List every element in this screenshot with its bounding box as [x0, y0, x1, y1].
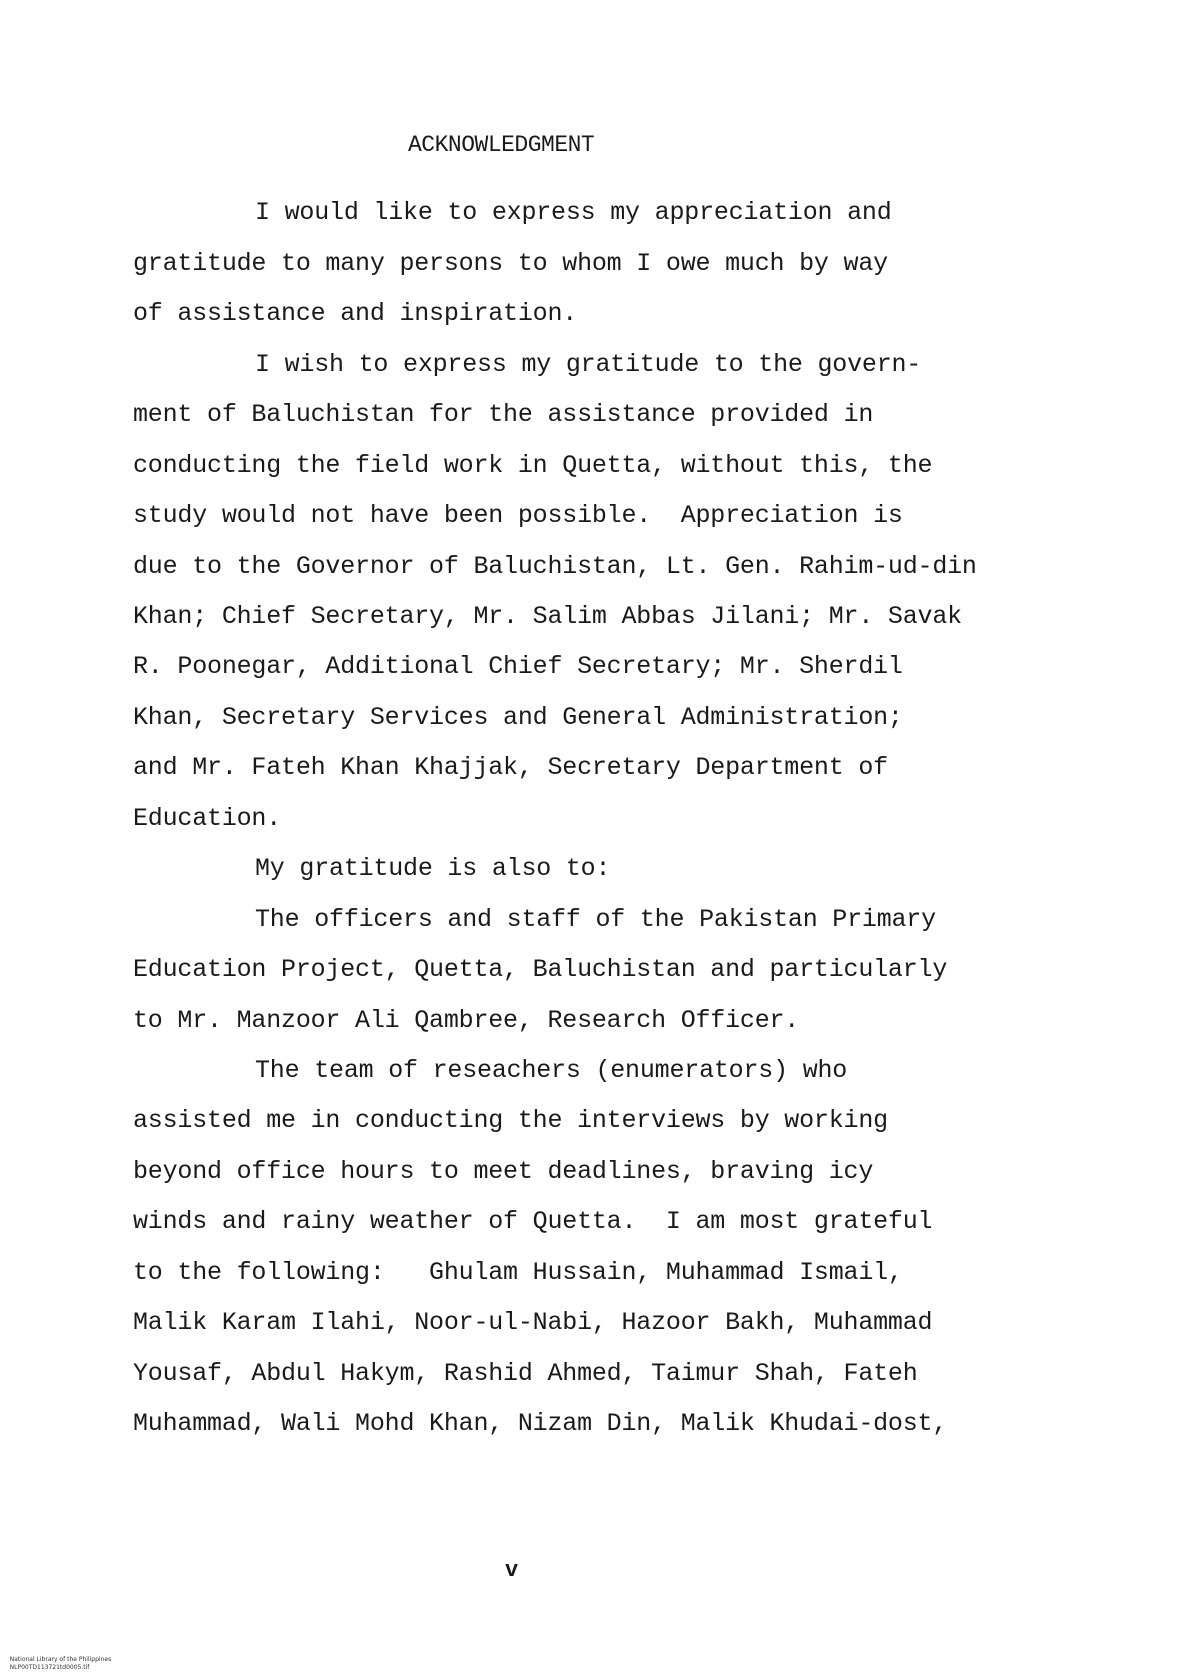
paragraph-4-line-1: The officers and staff of the Pakistan Primary	[255, 905, 936, 934]
paragraph-1-line-2: gratitude to many persons to whom I owe much by way	[133, 249, 888, 278]
paragraph-2-line-9: and Mr. Fateh Khan Khajjak, Secretary Department of	[133, 753, 888, 782]
paragraph-5-line-4: winds and rainy weather of Quetta. I am most grateful	[133, 1207, 933, 1236]
paragraph-2-line-5: due to the Governor of Baluchistan, Lt. Gen. Rahim-ud-din	[133, 552, 977, 581]
page-title: ACKNOWLEDGMENT	[408, 132, 595, 158]
scan-footer	[2, 1648, 121, 1680]
footer-file: NLP00TD113721td0005.tif	[9, 1664, 90, 1671]
paragraph-5-line-8: Muhammad, Wali Mohd Khan, Nizam Din, Malik Khudai-dost,	[133, 1409, 948, 1438]
paragraph-2-line-4: study would not have been possible. Appreciation is	[133, 501, 903, 530]
paragraph-5-line-5: to the following: Ghulam Hussain, Muhammad Ismail,	[133, 1258, 903, 1287]
footer-library: National Library of the Philippines	[9, 1656, 112, 1663]
paragraph-5-line-7: Yousaf, Abdul Hakym, Rashid Ahmed, Taimur Shah, Fateh	[133, 1359, 918, 1388]
paragraph-5-line-2: assisted me in conducting the interviews by working	[133, 1106, 888, 1135]
paragraph-2-line-6: Khan; Chief Secretary, Mr. Salim Abbas Jilani; Mr. Savak	[133, 602, 962, 631]
paragraph-4-line-2: Education Project, Quetta, Baluchistan and particularly	[133, 955, 948, 984]
paragraph-2-line-10: Education.	[133, 804, 282, 833]
paragraph-2-line-3: conducting the field work in Quetta, without this, the	[133, 451, 933, 480]
paragraph-5-line-1: The team of reseachers (enumerators) who	[255, 1056, 848, 1085]
paragraph-2-line-2: ment of Baluchistan for the assistance provided in	[133, 400, 874, 429]
paragraph-5-line-3: beyond office hours to meet deadlines, braving icy	[133, 1157, 874, 1186]
paragraph-2-line-8: Khan, Secretary Services and General Administration;	[133, 703, 903, 732]
paragraph-5-line-6: Malik Karam Ilahi, Noor-ul-Nabi, Hazoor Bakh, Muhammad	[133, 1308, 933, 1337]
page-number: v	[505, 1558, 519, 1583]
paragraph-4-line-3: to Mr. Manzoor Ali Qambree, Research Officer.	[133, 1006, 800, 1035]
paragraph-1-line-1: I would like to express my appreciation and	[255, 198, 892, 227]
paragraph-2-line-7: R. Poonegar, Additional Chief Secretary; Mr. Sherdil	[133, 652, 903, 681]
paragraph-3-line-1: My gratitude is also to:	[255, 854, 611, 883]
paragraph-2-line-1: I wish to express my gratitude to the govern-	[255, 350, 922, 379]
paragraph-1-line-3: of assistance and inspiration.	[133, 299, 578, 328]
